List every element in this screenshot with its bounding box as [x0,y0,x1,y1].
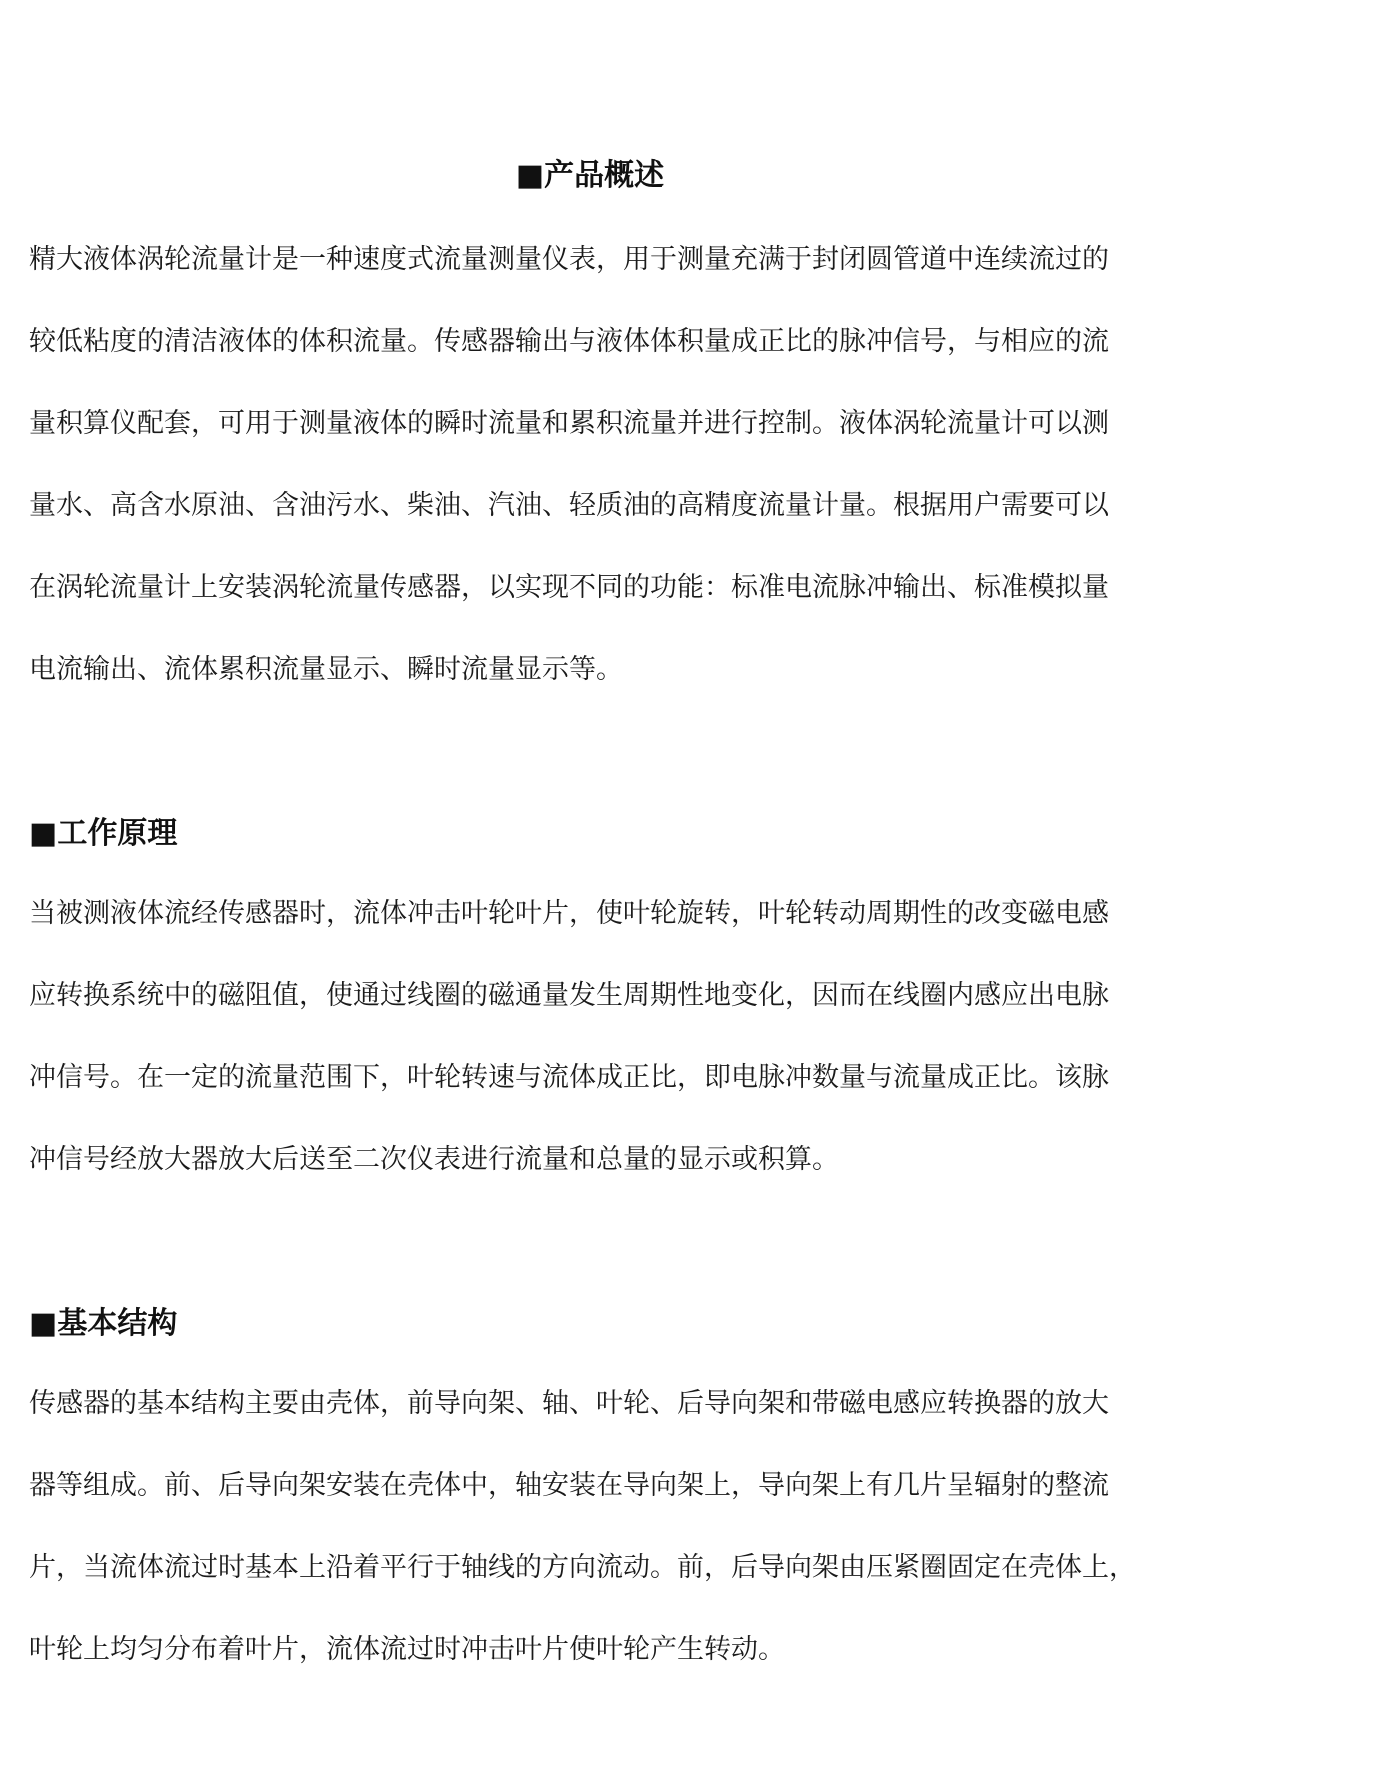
overview-line: 量积算仪配套，可用于测量液体的瞬时流量和累积流量并进行控制。液体涡轮流量计可以测 [29,408,1109,439]
section-heading-principle: ■工作原理 [29,816,178,851]
structure-line: 叶轮上均匀分布着叶片，流体流过时冲击叶片使叶轮产生转动。 [29,1634,785,1665]
overview-line: 电流输出、流体累积流量显示、瞬时流量显示等。 [29,654,623,685]
principle-line: 冲信号。在一定的流量范围下，叶轮转速与流体成正比，即电脉冲数量与流量成正比。该脉 [29,1062,1109,1093]
principle-line: 当被测液体流经传感器时，流体冲击叶轮叶片，使叶轮旋转，叶轮转动周期性的改变磁电感 [29,898,1109,929]
structure-line: 器等组成。前、后导向架安装在壳体中，轴安装在导向架上，导向架上有几片呈辐射的整流 [29,1470,1109,1501]
overview-line: 在涡轮流量计上安装涡轮流量传感器，以实现不同的功能：标准电流脉冲输出、标准模拟量 [29,572,1109,603]
section-heading-structure: ■基本结构 [29,1306,178,1341]
structure-line: 传感器的基本结构主要由壳体，前导向架、轴、叶轮、后导向架和带磁电感应转换器的放大 [29,1388,1109,1419]
overview-line: 量水、高含水原油、含油污水、柴油、汽油、轻质油的高精度流量计量。根据用户需要可以 [29,490,1109,521]
structure-line: 片，当流体流过时基本上沿着平行于轴线的方向流动。前，后导向架由压紧圈固定在壳体上， [29,1552,1136,1583]
overview-line: 精大液体涡轮流量计是一种速度式流量测量仪表，用于测量充满于封闭圆管道中连续流过的 [29,244,1109,275]
principle-line: 冲信号经放大器放大后送至二次仪表进行流量和总量的显示或积算。 [29,1144,839,1175]
overview-line: 较低粘度的清洁液体的体积流量。传感器输出与液体体积量成正比的脉冲信号，与相应的流 [29,326,1109,357]
principle-line: 应转换系统中的磁阻值，使通过线圈的磁通量发生周期性地变化，因而在线圈内感应出电脉 [29,980,1109,1011]
section-heading-overview: ■产品概述 [515,158,665,193]
